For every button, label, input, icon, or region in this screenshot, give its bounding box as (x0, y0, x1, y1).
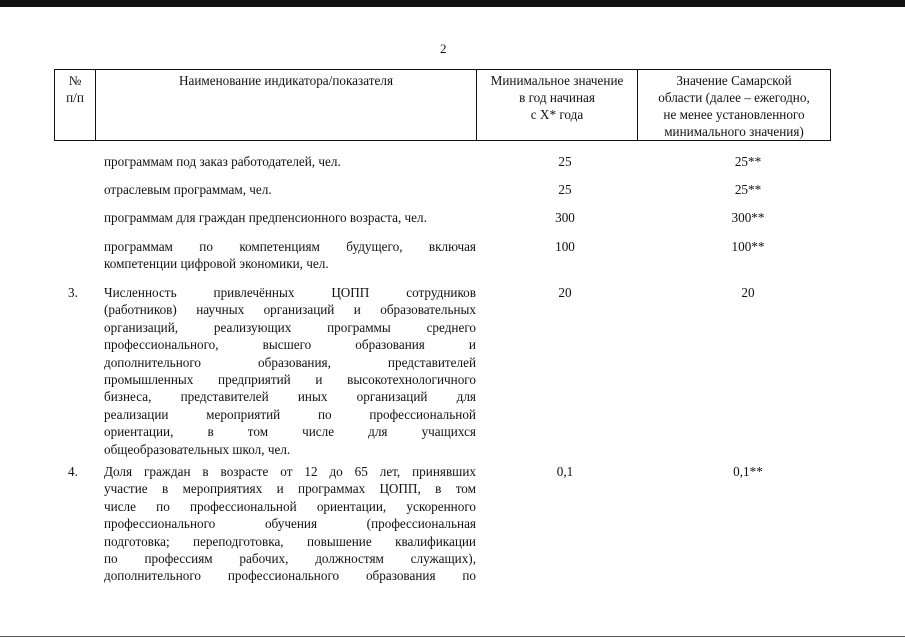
header-line: минимального значения) (664, 124, 804, 139)
table-header (54, 69, 831, 141)
header-line: № (68, 73, 82, 88)
scan-top-border (0, 0, 905, 7)
indicator-line: организаций, реализующих программы среднего (104, 319, 476, 335)
indicator-name (104, 181, 476, 198)
indicator-line: числе по профессиональной ориентации, ускоренного (104, 498, 476, 514)
indicator-name (104, 284, 476, 458)
indicator-line: реализации мероприятий по профессиональной (104, 406, 476, 422)
indicator-line: (работников) научных организаций и образовательных (104, 302, 476, 318)
indicator-name (104, 463, 476, 585)
min-value: 25 (558, 182, 572, 197)
min-value: 20 (558, 285, 572, 300)
header-number-cell (55, 70, 96, 141)
indicator-line: профессионального, высшего образования и (104, 337, 476, 353)
samara-value: 100** (731, 239, 765, 254)
header-line: в год начиная (519, 90, 595, 105)
page-number: 2 (440, 41, 447, 56)
samara-value: 20 (741, 285, 755, 300)
indicator-line: отраслевым программам, чел. (104, 182, 272, 197)
header-line: с X* года (530, 107, 584, 122)
indicator-line: общеобразовательных школ, чел. (104, 441, 291, 457)
indicator-line: бизнеса, представителей иных организаций для (104, 389, 476, 405)
samara-value: 0,1** (733, 464, 763, 479)
min-value: 100 (555, 239, 575, 254)
indicator-line: подготовка; переподготовка, повышение квалификации (104, 533, 476, 549)
indicator-line: участие в мероприятиях и программах ЦОПП, в том (104, 481, 476, 497)
row-number: 4. (68, 464, 78, 479)
header-line: Наименование индикатора/показателя (178, 73, 394, 88)
indicator-line: Численность привлечённых ЦОПП сотрудников (104, 285, 476, 300)
row-number: 3. (68, 285, 78, 300)
indicator-line: ориентации, в том числе для учащихся (104, 424, 476, 440)
scan-bottom-edge (0, 636, 905, 637)
min-value: 0,1 (556, 464, 574, 479)
indicator-line: дополнительного образования, представителей (104, 354, 476, 370)
header-min-value-cell (477, 70, 638, 141)
header-line: не менее установленного (663, 107, 805, 122)
samara-value: 25** (734, 154, 762, 169)
indicator-line: профессионального обучения (профессиональная (104, 516, 476, 532)
header-line: Значение Самарской (676, 73, 792, 88)
samara-value: 300** (731, 210, 765, 225)
indicator-line: программам под заказ работодателей, чел. (104, 154, 341, 169)
indicator-line: дополнительного профессионального образования по (104, 568, 476, 584)
indicator-name (104, 153, 476, 170)
indicator-line: промышленных предприятий и высокотехнологичного (104, 371, 476, 387)
header-line: области (далее – ежегодно, (658, 90, 810, 105)
header-line: Минимальное значение (490, 73, 624, 88)
indicator-line: компетенции цифровой экономики, чел. (104, 256, 329, 272)
indicator-line: программам для граждан предпенсионного возраста, чел. (104, 210, 427, 225)
indicator-line: Доля граждан в возрасте от 12 до 65 лет, принявших (104, 464, 476, 479)
header-samara-value-cell (638, 70, 831, 141)
header-line: п/п (66, 90, 84, 105)
samara-value: 25** (734, 182, 762, 197)
indicator-name (104, 238, 476, 273)
min-value: 25 (558, 154, 572, 169)
header-indicator-name-cell (96, 70, 477, 141)
indicator-name (104, 209, 476, 226)
min-value: 300 (555, 210, 575, 225)
indicator-line: программам по компетенциям будущего, включая (104, 239, 476, 254)
indicator-line: по профессиям рабочих, должностям служащих), (104, 550, 476, 566)
